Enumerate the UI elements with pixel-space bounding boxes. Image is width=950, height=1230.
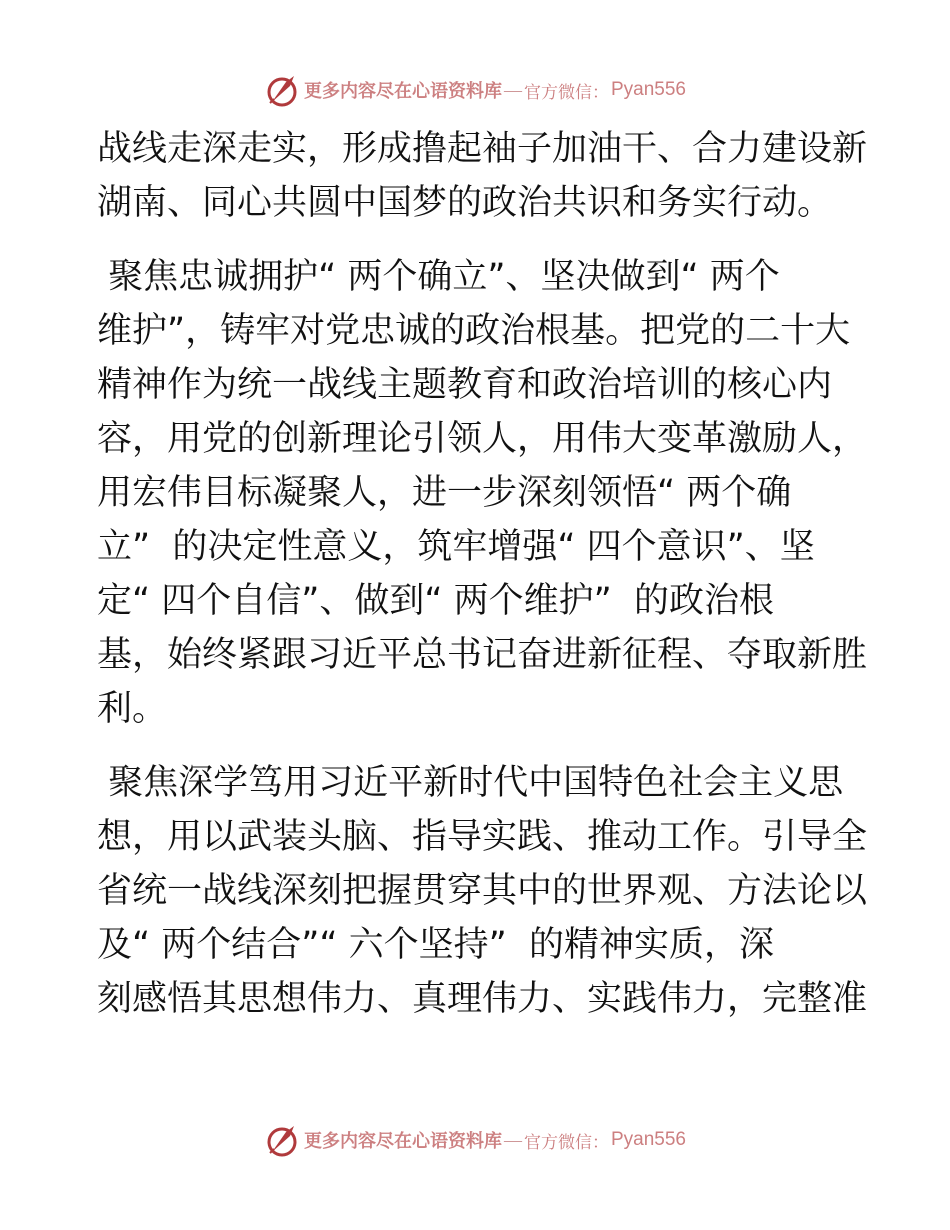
header-watermark-banner (0, 70, 950, 110)
paragraph (97, 122, 868, 230)
text-line: 利。 (97, 689, 168, 729)
text-line: 想，用以武装头脑、指导实践、推动工作。引导全 (97, 817, 868, 857)
text-line: 精神作为统一战线主题教育和政治培训的核心内 (97, 365, 833, 405)
text-line: 维护”，铸牢对党忠诚的政治根基。把党的二十大 (97, 311, 851, 351)
wechat-label: 官方微信： (523, 82, 609, 103)
text-line: 省统一战线深刻把握贯穿其中的世界观、方法论以 (97, 871, 868, 911)
text-line: 立” 的决定性意义，筑牢增强“ 四个意识”、坚 (97, 527, 815, 567)
text-line: 及“ 两个结合”“ 六个坚持” 的精神实质，深 (97, 925, 775, 965)
quill-pen-seal-icon (264, 1122, 300, 1158)
text-line: 定“ 四个自信”、做到“ 两个维护” 的政治根 (97, 581, 775, 621)
document-body (97, 122, 868, 1026)
text-line: 用宏伟目标凝聚人，进一步深刻领悟“ 两个确 (97, 473, 792, 513)
text-line: 战线走深走实，形成撸起袖子加油干、合力建设新 (97, 129, 868, 169)
text-line: 聚焦深学笃用习近平新时代中国特色社会主义思 (97, 763, 844, 803)
text-line: 聚焦忠诚拥护“ 两个确立”、坚决做到“ 两个 (97, 257, 780, 297)
text-line: 刻感悟其思想伟力、真理伟力、实践伟力，完整准 (97, 979, 868, 1019)
text-line: 湖南、同心共圆中国梦的政治共识和务实行动。 (97, 183, 833, 223)
brand-text: 更多内容尽在心语资料库 (303, 1131, 502, 1152)
text-line: 容，用党的创新理论引领人，用伟大变革激励人， (97, 419, 868, 459)
paragraph (97, 250, 868, 736)
wechat-id: Pyan556 (610, 79, 686, 100)
text-line: 基，始终紧跟习近平总书记奋进新征程、夺取新胜 (97, 635, 868, 675)
wechat-label: 官方微信： (523, 1132, 609, 1153)
wechat-id: Pyan556 (610, 1129, 686, 1150)
separator-dash: — (503, 1129, 522, 1150)
quill-pen-seal-icon (264, 72, 300, 108)
brand-text: 更多内容尽在心语资料库 (303, 81, 502, 102)
separator-dash: — (503, 79, 522, 100)
paragraph (97, 756, 868, 1026)
footer-watermark-banner (0, 1120, 950, 1160)
